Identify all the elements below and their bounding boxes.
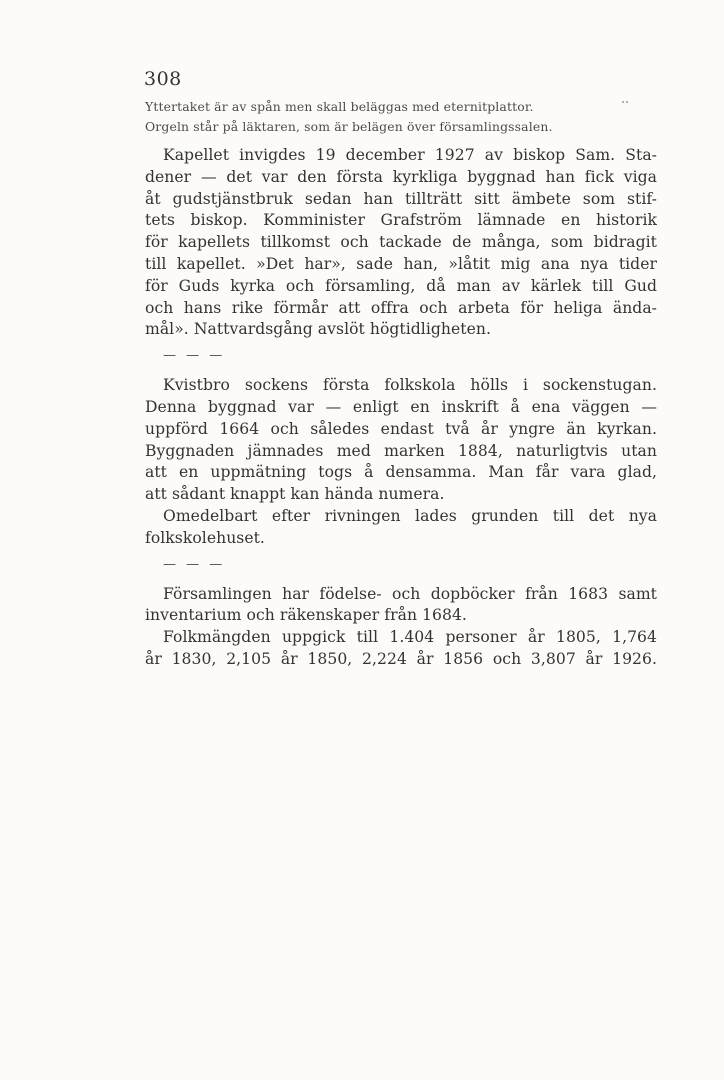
paragraph-new-school	[145, 506, 657, 550]
text-line: Denna byggnad var — enligt en inskrift å ena väggen —	[145, 397, 657, 416]
paragraph-chapel-consecration	[145, 145, 657, 341]
text-line: Kapellet invigdes 19 december 1927 av biskop Sam. Sta-	[163, 146, 657, 164]
text-line: tets biskop. Komminister Grafström lämnade en historik	[145, 211, 657, 230]
text-line: att en uppmätning togs å densamma. Man får vara glad,	[145, 463, 657, 482]
text-line: och hans rike förmår att offra och arbeta för heliga ända-	[145, 298, 657, 317]
paragraph-first-school	[145, 375, 657, 506]
text-line: Omedelbart efter rivningen lades grunden till det nya	[163, 506, 657, 525]
text-line: för Guds kyrka och församling, då man av kärlek till Gud	[145, 276, 657, 295]
paragraph-population	[145, 627, 657, 671]
text-line: att sådant knappt kan hända numera.	[145, 485, 445, 504]
small-print-notes	[145, 97, 657, 136]
text-line: mål». Nattvardsgång avslöt högtidligheten.	[145, 320, 491, 339]
text-line: åt gudstjänstbruk sedan han tillträtt sitt ämbete som stif-	[145, 189, 657, 208]
text-line: dener — det var den första kyrkliga byggnad han fick viga	[145, 167, 657, 186]
text-line: Kvistbro sockens första folkskola hölls i sockenstugan.	[163, 376, 657, 395]
text-line: år 1830, 2,105 år 1850, 2,224 år 1856 och 3,807 år 1926.	[145, 649, 657, 668]
page-text	[145, 97, 657, 671]
text-line: Byggnaden jämnades med marken 1884, naturligtvis utan	[145, 441, 657, 460]
text-line: Folkmängden uppgick till 1.404 personer år 1805, 1,764	[163, 628, 657, 647]
note-line: Yttertaket är av spån men skall beläggas med eternitplattor.	[145, 99, 534, 114]
paragraph-parish-records	[145, 584, 657, 628]
text-line: inventarium och räkenskaper från 1684.	[145, 606, 467, 625]
text-line: uppförd 1664 och således endast två år yngre än kyrkan.	[145, 419, 657, 438]
section-divider: — — —	[163, 556, 226, 572]
text-line: för kapellets tillkomst och tackade de många, som bidragit	[145, 233, 657, 252]
text-line: folkskolehuset.	[145, 528, 265, 547]
text-line: till kapellet. »Det har», sade han, »låtit mig ana nya tider	[145, 254, 657, 273]
page-number: 308	[144, 68, 182, 90]
text-line: Församlingen har födelse- och dopböcker från 1683 samt	[163, 584, 657, 603]
note-line: Orgeln står på läktaren, som är belägen över församlingssalen.	[145, 118, 553, 134]
section-divider: — — —	[163, 348, 226, 364]
